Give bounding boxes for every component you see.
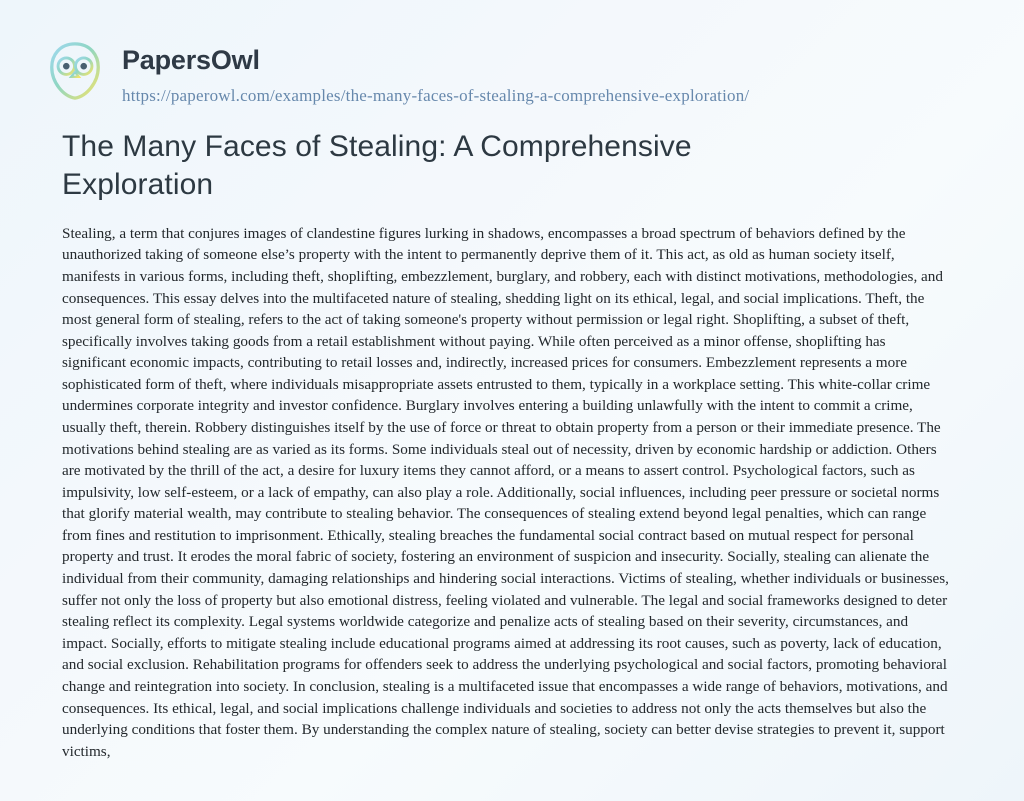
site-header	[14, 14, 1010, 106]
owl-logo-icon	[44, 40, 114, 110]
page-title: The Many Faces of Stealing: A Comprehensive Exploration	[62, 130, 692, 202]
brand-block	[122, 44, 749, 106]
document-content	[14, 106, 1010, 762]
brand-name: PapersOwl	[122, 45, 260, 76]
owl-logo-svg	[44, 40, 106, 102]
document-body-text: Stealing, a term that conjures images of clandestine figures lurking in shadows, encompasses a broad spectrum of behaviors defined by the unauthorized taking of someone else’s property with the intent to permanently deprive them of it. This act, as old as human society itself, manifests in various forms, including theft, shoplifting, embezzlement, burglary, and robbery, each with distinct motivations, methodologies, and consequences. This essay delves into the multifaceted nature of stealing, shedding light on its ethical, legal, and social implications. Theft, the most general form of stealing, refers to the act of taking someone's property without permission or legal right. Shoplifting, a subset of theft, specifically involves taking goods from a retail establishment without paying. While often perceived as a minor offense, shoplifting has significant economic impacts, contributing to retail losses and, indirectly, increased prices for consumers. Embezzlement represents a more sophisticated form of theft, where individuals misappropriate assets entrusted to them, typically in a workplace setting. This white-collar crime undermines corporate integrity and investor confidence. Burglary involves entering a building unlawfully with the intent to commit a crime, usually theft, therein. Robbery distinguishes itself by the use of force or threat to obtain property from a person or their immediate presence. The motivations behind stealing are as varied as its forms. Some individuals steal out of necessity, driven by economic hardship or addiction. Others are motivated by the thrill of the act, a desire for luxury items they cannot afford, or a means to assert control. Psychological factors, such as impulsivity, low self-esteem, or a lack of empathy, can also play a role. Additionally, social influences, including peer pressure or societal norms that glorify material wealth, may contribute to stealing behavior. The consequences of stealing extend beyond legal penalties, which can range from fines and restitution to imprisonment. Ethically, stealing breaches the fundamental social contract based on mutual respect for personal property and trust. It erodes the moral fabric of society, fostering an environment of suspicion and insecurity. Socially, stealing can alienate the individual from their community, damaging relationships and hindering social interactions. Victims of stealing, whether individuals or businesses, suffer not only the loss of property but also emotional distress, feeling violated and vulnerable. The legal and social frameworks designed to deter stealing reflect its complexity. Legal systems worldwide categorize and penalize acts of stealing based on their severity, circumstances, and impact. Socially, efforts to mitigate stealing include educational programs aimed at addressing its root causes, such as poverty, lack of education, and social exclusion. Rehabilitation programs for offenders seek to address the underlying psychological and social factors, promoting behavioral change and reintegration into society. In conclusion, stealing is a multifaceted issue that encompasses a wide range of behaviors, motivations, and consequences. Its ethical, legal, and social implications challenge individuals and societies to address not only the acts themselves but also the underlying conditions that foster them. By understanding the complex nature of stealing, society can better devise strategies to prevent it, support victims,	[62, 224, 949, 760]
page-url[interactable]: https://paperowl.com/examples/the-many-faces-of-stealing-a-comprehensive-exploration/	[122, 85, 750, 105]
document-sheet	[14, 14, 1010, 787]
